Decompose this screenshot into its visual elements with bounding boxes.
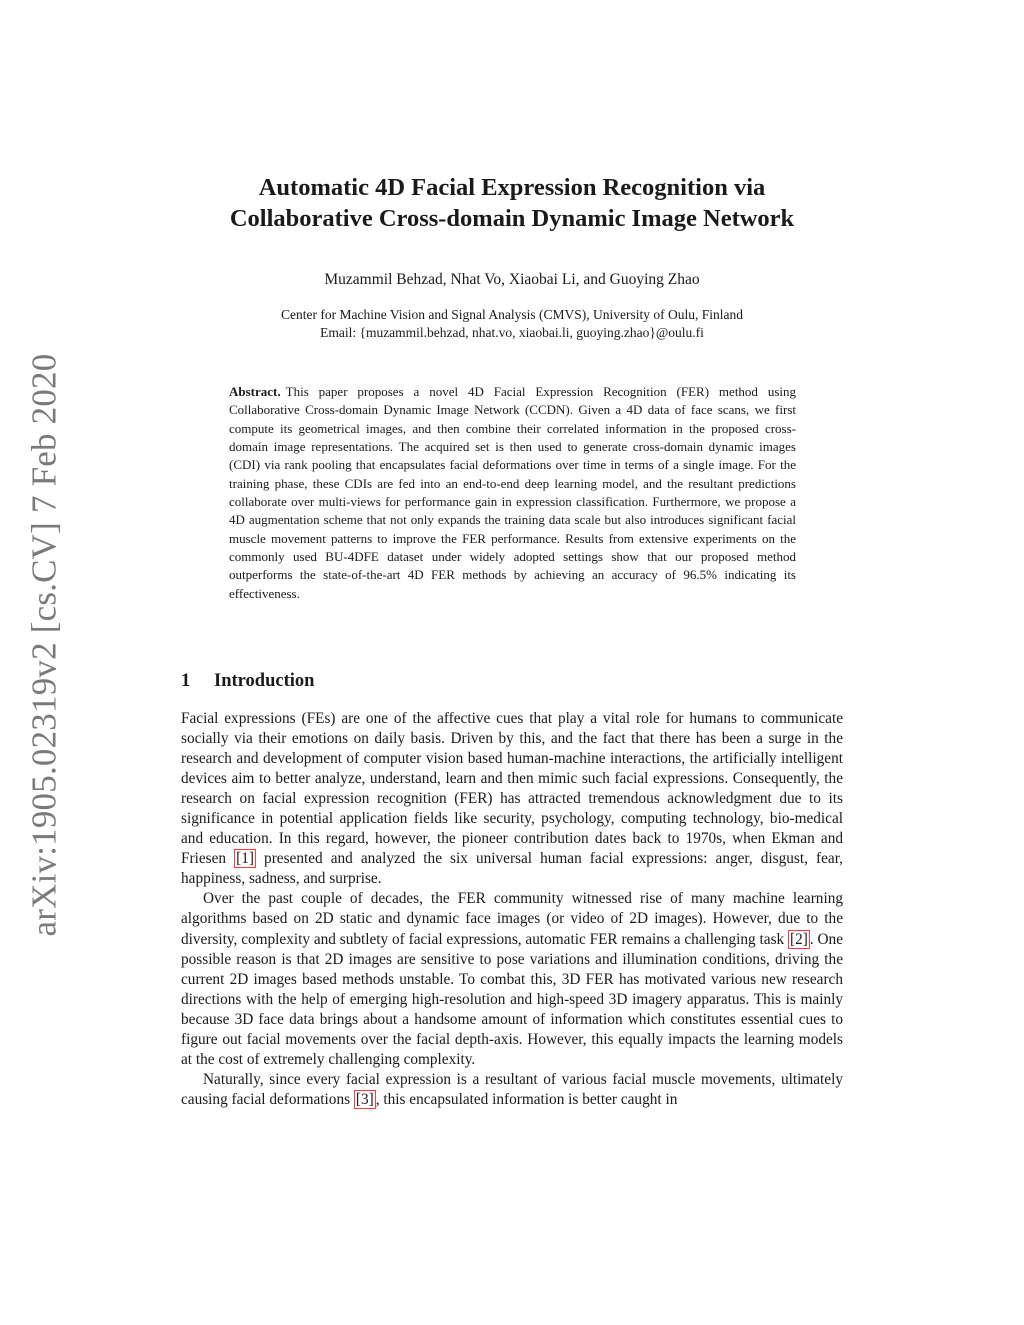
paragraph-1: [181, 709, 843, 889]
abstract-text: This paper proposes a novel 4D Facial Expression Recognition (FER) method using Collaborative Cross-domain Dynamic Image Network (CCDN). Given a 4D data of face scans, we first compute its geometrical images, and then combine their correlated information in the proposed cross-domain image representations. The acquired set is then used to generate cross-domain dynamic images (CDI) via rank pooling that encapsulates facial deformations over time in terms of a single image. For the training phase, these CDIs are fed into an end-to-end deep learning model, and the resultant predictions collaborate over multi-views for performance gain in expression classification. Furthermore, we propose a 4D augmentation scheme that not only expands the training data scale but also introduces significant facial muscle movement patterns to improve the FER performance. Results from extensive experiments on the commonly used BU-4DFE dataset under widely adopted settings show that our proposed method outperforms the state-of-the-art 4D FER methods by achieving an accuracy of 96.5% indicating its effectiveness.: [229, 384, 796, 601]
section-heading: [181, 669, 314, 693]
abstract-label: Abstract.: [229, 384, 281, 399]
body-text: [181, 709, 843, 1110]
paragraph-2-text-b: . One possible reason is that 2D images are sensitive to pose variations and illumination conditions, driving the current 2D images based methods unstable. To combat this, 3D FER has motivated various new research directions with the help of emerging high-resolution and high-speed 3D imagery apparatus. This is mainly because 3D face data brings about a handsome amount of information which constitutes essential cues to figure out facial movements over the facial depth-axis. However, this equally impacts the learning models at the cost of extremely challenging complexity.: [181, 930, 843, 1068]
paragraph-3-text-a: Naturally, since every facial expression is a resultant of various facial muscle movements, ultimately causing facial deformations: [181, 1070, 843, 1108]
paragraph-1-text-a: Facial expressions (FEs) are one of the affective cues that play a vital role for humans to communicate socially via their emotions on daily basis. Driven by this, and the fact that there has been a surge in the research and development of computer vision based human-machine interactions, the artificially intelligent devices aim to better analyze, understand, learn and then mimic such facial expressions. Consequently, the research on facial expression recognition (FER) has attracted tremendous acknowledgment due to its significance in potential application fields like security, psychology, computing technology, bio-medical and education. In this regard, however, the pioneer contribution dates back to 1970s, when Ekman and Friesen: [181, 710, 843, 868]
email-line: Email: {muzammil.behzad, nhat.vo, xiaobai.li, guoying.zhao}@oulu.fi: [320, 325, 704, 340]
citation-link-3[interactable]: [3]: [355, 1090, 374, 1108]
affiliation-block: [150, 306, 874, 342]
section-title: Introduction: [214, 671, 315, 691]
paragraph-3-text-b: , this encapsulated information is better caught in: [375, 1090, 678, 1108]
author-list: Muzammil Behzad, Nhat Vo, Xiaobai Li, and Guoying Zhao: [324, 271, 700, 288]
paragraph-2-text-a: Over the past couple of decades, the FER community witnessed rise of many machine learning algorithms based on 2D static and dynamic face images (or video of 2D images). However, due to the diversity, complexity and subtlety of facial expressions, automatic FER remains a challenging task: [181, 890, 843, 948]
arxiv-stamp-text: arXiv:1905.02319v2 [cs.CV] 7 Feb 2020: [24, 353, 63, 937]
title-line-2: Collaborative Cross-domain Dynamic Image Network: [229, 205, 795, 232]
paper-title: [150, 172, 874, 234]
section-number: 1: [181, 671, 191, 691]
citation-link-1[interactable]: [1]: [236, 850, 254, 868]
paragraph-3: [181, 1070, 843, 1110]
arxiv-stamp: [16, 353, 72, 937]
citation-link-2[interactable]: [2]: [790, 930, 808, 948]
paragraph-1-text-b: presented and analyzed the six universal human facial expressions: anger, disgust, fear, happiness, sadness, and surprise.: [181, 850, 844, 888]
affiliation: Center for Machine Vision and Signal Analysis (CMVS), University of Oulu, Finland: [280, 307, 744, 322]
title-line-1: Automatic 4D Facial Expression Recognition via: [258, 174, 766, 201]
abstract: [229, 383, 796, 603]
paragraph-2: [181, 889, 843, 1069]
